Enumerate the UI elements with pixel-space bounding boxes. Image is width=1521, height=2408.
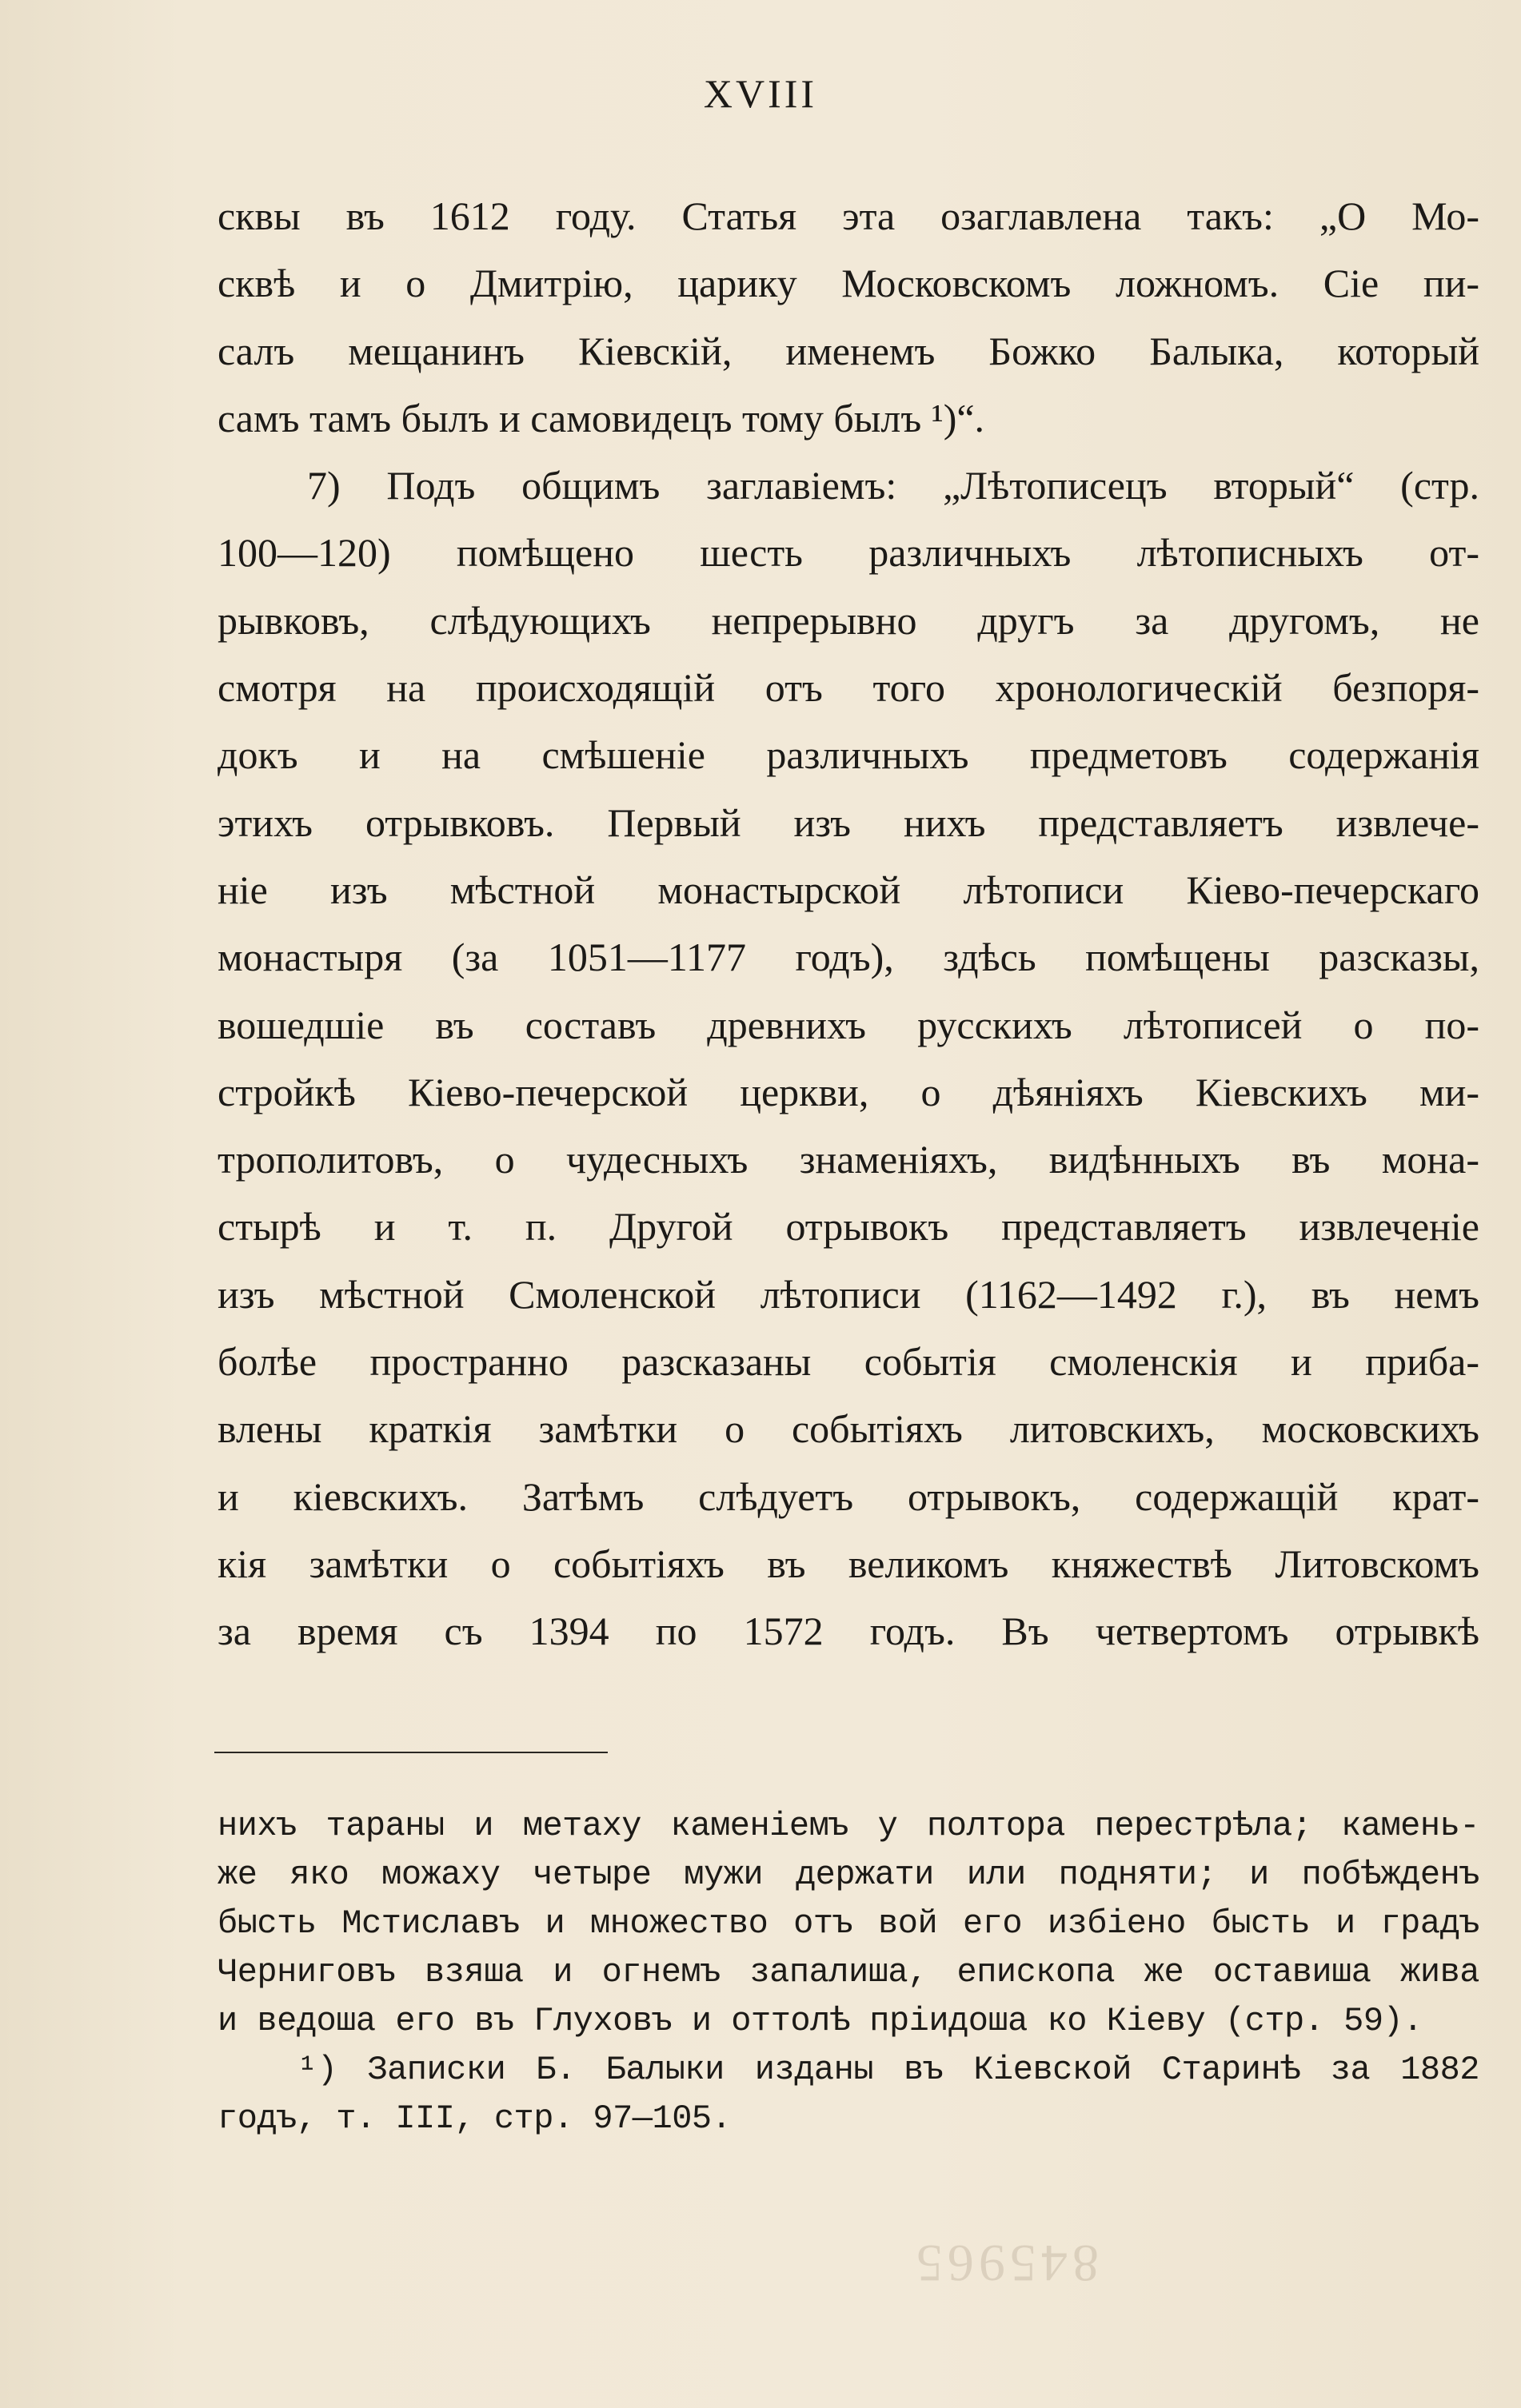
footnote-line: бысть Мстиславъ и множество отъ вой его избіено бысть и градъ	[218, 1904, 1479, 1943]
text-line: болѣе пространно разсказаны событія смоленскія и приба-	[218, 1339, 1479, 1385]
text-line: этихъ отрывковъ. Первый изъ нихъ представляетъ извлече-	[218, 799, 1479, 845]
text-line: монастыря (за 1051—1177 годъ), здѣсь помѣщены разсказы,	[218, 935, 1479, 980]
text-line: трополитовъ, о чудесныхъ знаменіяхъ, видѣнныхъ въ мона-	[218, 1137, 1479, 1182]
text-line: 100—120) помѣщено шесть различныхъ лѣтописныхъ от-	[218, 530, 1479, 576]
footnote-line: ¹) Записки Б. Балыки изданы въ Кіевской Старинѣ за 1882	[297, 2051, 1479, 2089]
page-number: XVIII	[703, 71, 818, 116]
text-line: докъ и на смѣшеніе различныхъ предметовъ содержанія	[218, 732, 1479, 778]
footnote-divider	[214, 1752, 608, 1753]
main-text-block	[218, 182, 1479, 1665]
footnote-line: же яко можаху четыре мужи держати или подняти; и побѣжденъ	[218, 1856, 1479, 1894]
text-line: сквѣ и о Дмитрію, царику Московскомъ ложномъ. Сіе пи-	[218, 261, 1479, 306]
footnote-line: нихъ тараны и метаху каменіемъ у полтора перестрѣла; камень-	[218, 1807, 1479, 1845]
text-line: смотря на происходящій отъ того хронологическій безпоря-	[218, 665, 1479, 711]
text-line: ніе изъ мѣстной монастырской лѣтописи Кіево-печерскаго	[218, 867, 1479, 912]
text-line: самъ тамъ былъ и самовидецъ тому былъ ¹)“.	[218, 395, 985, 441]
footnotes-block	[218, 1802, 1479, 2143]
footnote-line: Черниговъ взяша и огнемъ запалиша, епископа же оставиша жива	[218, 1953, 1479, 1991]
text-line: сквы въ 1612 году. Статья эта озаглавлена такъ: „О Мо-	[218, 193, 1479, 238]
text-line: и кіевскихъ. Затѣмъ слѣдуетъ отрывокъ, содержащій крат-	[218, 1473, 1479, 1519]
text-line: рывковъ, слѣдующихъ непрерывно другъ за другомъ, не	[218, 597, 1479, 643]
show-through-stamp: 845965	[912, 2234, 1099, 2292]
footnote-line: и ведоша его въ Глуховъ и оттолѣ пріидоша ко Кіеву (стр. 59).	[218, 2002, 1423, 2040]
footnote-line: годъ, т. III, стр. 97—105.	[218, 2099, 732, 2138]
text-line: влены краткія замѣтки о событіяхъ литовскихъ, московскихъ	[218, 1406, 1479, 1452]
text-line: за время съ 1394 по 1572 годъ. Въ четвертомъ отрывкѣ	[218, 1609, 1479, 1654]
text-line: кія замѣтки о событіяхъ въ великомъ княжествѣ Литовскомъ	[218, 1541, 1479, 1586]
paragraph-start-line: 7) Подъ общимъ заглавіемъ: „Лѣтописецъ вторый“ (стр.	[307, 463, 1479, 508]
text-line: стройкѣ Кіево-печерской церкви, о дѣяніяхъ Кіевскихъ ми-	[218, 1069, 1479, 1114]
text-line: салъ мещанинъ Кіевскій, именемъ Божко Балыка, который	[218, 328, 1479, 373]
text-line: изъ мѣстной Смоленской лѣтописи (1162—1492 г.), въ немъ	[218, 1271, 1479, 1317]
text-line: вошедшіе въ составъ древнихъ русскихъ лѣтописей о по-	[218, 1002, 1479, 1047]
text-line: стырѣ и т. п. Другой отрывокъ представляетъ извлеченіе	[218, 1204, 1479, 1250]
